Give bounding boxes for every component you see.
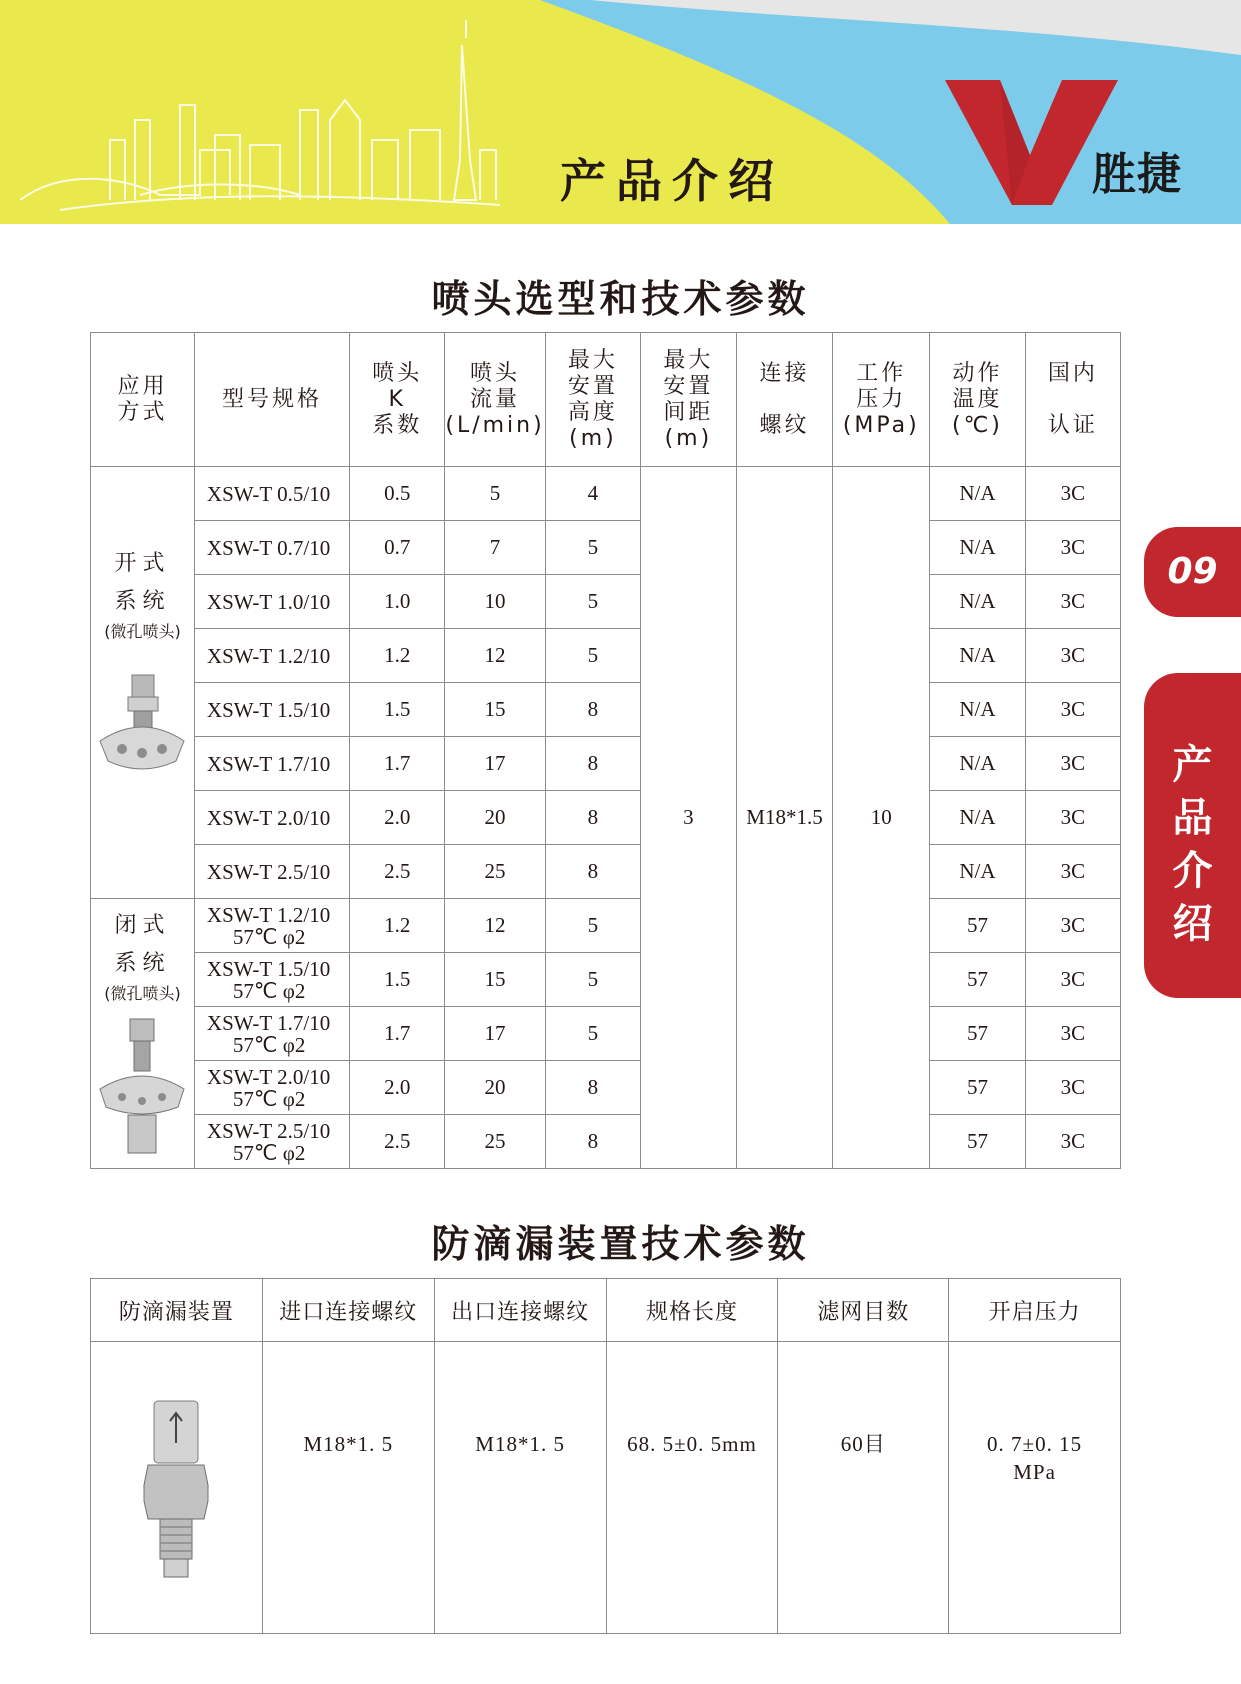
closed-nozzle-image (94, 1011, 190, 1161)
flow-cell: 25 (445, 845, 545, 899)
header-banner (0, 0, 1241, 224)
height-cell: 8 (545, 737, 640, 791)
model-cell: XSW-T 0.7/10 (194, 521, 349, 575)
table-row (91, 953, 1121, 1007)
k-cell: 1.0 (350, 575, 445, 629)
page-title: 产品介绍 (560, 154, 784, 208)
inlet-thread-cell: M18*1. 5 (262, 1342, 434, 1634)
k-cell: 2.5 (350, 1115, 445, 1169)
model-cell: XSW-T 1.5/10 (194, 683, 349, 737)
height-cell: 5 (545, 629, 640, 683)
temp-cell: N/A (930, 791, 1026, 845)
height-cell: 5 (545, 953, 640, 1007)
model-cell: XSW-T 1.2/10 (194, 629, 349, 683)
k-cell: 1.5 (350, 683, 445, 737)
header-device: 防滴漏装置 (91, 1279, 263, 1342)
k-cell: 1.7 (350, 1007, 445, 1061)
height-cell: 8 (545, 1061, 640, 1115)
table-row (91, 899, 1121, 953)
flow-cell: 17 (445, 737, 545, 791)
opening-pressure-cell: 0. 7±0. 15 MPa (949, 1342, 1121, 1634)
table-row (91, 1342, 1121, 1634)
height-cell: 5 (545, 899, 640, 953)
header-model: 型号规格 (194, 333, 349, 467)
temp-cell: 57 (930, 1115, 1026, 1169)
height-cell: 5 (545, 575, 640, 629)
flow-cell: 10 (445, 575, 545, 629)
temp-cell: N/A (930, 845, 1026, 899)
cert-cell: 3C (1025, 845, 1120, 899)
outlet-thread-cell: M18*1. 5 (434, 1342, 606, 1634)
table-row (91, 1061, 1121, 1115)
height-cell: 8 (545, 845, 640, 899)
mesh-cell: 60目 (778, 1342, 949, 1634)
height-cell: 8 (545, 791, 640, 845)
header-mesh: 滤网目数 (778, 1279, 949, 1342)
header-k-factor: 喷头 K 系数 (350, 333, 445, 467)
temp-cell: N/A (930, 521, 1026, 575)
thread-cell: M18*1.5 (736, 467, 833, 1169)
header-max-height: 最大 安置 高度 (m) (545, 333, 640, 467)
table-row (91, 1007, 1121, 1061)
model-cell: XSW-T 2.0/10 57℃ φ2 (194, 1061, 349, 1115)
flow-cell: 12 (445, 899, 545, 953)
model-cell: XSW-T 1.2/10 57℃ φ2 (194, 899, 349, 953)
cert-cell: 3C (1025, 953, 1120, 1007)
model-cell: XSW-T 1.7/10 (194, 737, 349, 791)
k-cell: 1.5 (350, 953, 445, 1007)
cert-cell: 3C (1025, 467, 1120, 521)
k-cell: 2.5 (350, 845, 445, 899)
header-max-spacing: 最大 安置 间距 (m) (641, 333, 736, 467)
k-cell: 1.7 (350, 737, 445, 791)
height-cell: 8 (545, 1115, 640, 1169)
table-row (91, 737, 1121, 791)
flow-cell: 25 (445, 1115, 545, 1169)
header-flow: 喷头 流量 (L/min) (445, 333, 545, 467)
cert-cell: 3C (1025, 521, 1120, 575)
pressure-cell: 10 (833, 467, 930, 1169)
temp-cell: 57 (930, 899, 1026, 953)
cert-cell: 3C (1025, 629, 1120, 683)
k-cell: 2.0 (350, 1061, 445, 1115)
flow-cell: 5 (445, 467, 545, 521)
k-cell: 2.0 (350, 791, 445, 845)
cert-cell: 3C (1025, 1061, 1120, 1115)
brand-name: 胜捷 (1092, 149, 1182, 200)
page-number-tab: 09 (1144, 527, 1241, 617)
spacing-cell: 3 (641, 467, 736, 1169)
table-row (91, 521, 1121, 575)
cert-cell: 3C (1025, 791, 1120, 845)
table-row (91, 575, 1121, 629)
open-system-cell: 开式 系统 (微孔喷头) (91, 467, 195, 899)
cert-cell: 3C (1025, 1007, 1120, 1061)
k-cell: 1.2 (350, 629, 445, 683)
temp-cell: 57 (930, 953, 1026, 1007)
header-length: 规格长度 (606, 1279, 778, 1342)
model-cell: XSW-T 0.5/10 (194, 467, 349, 521)
cert-cell: 3C (1025, 1115, 1120, 1169)
temp-cell: N/A (930, 467, 1026, 521)
table-row (91, 467, 1121, 521)
header-pressure: 工作 压力 (MPa) (833, 333, 930, 467)
table-row (91, 629, 1121, 683)
header-thread: 连接 螺纹 (736, 333, 833, 467)
height-cell: 5 (545, 1007, 640, 1061)
nozzle-section-title: 喷头选型和技术参数 (431, 277, 810, 321)
flow-cell: 7 (445, 521, 545, 575)
table-row (91, 1115, 1121, 1169)
flow-cell: 12 (445, 629, 545, 683)
model-cell: XSW-T 1.7/10 57℃ φ2 (194, 1007, 349, 1061)
cert-cell: 3C (1025, 683, 1120, 737)
section-label-tab: 产 品 介 绍 (1144, 673, 1241, 998)
header-outlet-thread: 出口连接螺纹 (434, 1279, 606, 1342)
temp-cell: 57 (930, 1007, 1026, 1061)
temp-cell: N/A (930, 683, 1026, 737)
closed-system-cell: 闭式 系统 (微孔喷头) (91, 899, 195, 1169)
cert-cell: 3C (1025, 899, 1120, 953)
header-temperature: 动作 温度 (℃) (930, 333, 1026, 467)
k-cell: 1.2 (350, 899, 445, 953)
header-inlet-thread: 进口连接螺纹 (262, 1279, 434, 1342)
flow-cell: 17 (445, 1007, 545, 1061)
model-cell: XSW-T 2.5/10 (194, 845, 349, 899)
height-cell: 4 (545, 467, 640, 521)
table-header-row (91, 1279, 1121, 1342)
flow-cell: 20 (445, 1061, 545, 1115)
model-cell: XSW-T 1.0/10 (194, 575, 349, 629)
temp-cell: N/A (930, 737, 1026, 791)
open-nozzle-image (94, 653, 190, 803)
k-cell: 0.7 (350, 521, 445, 575)
table-row (91, 683, 1121, 737)
flow-cell: 15 (445, 953, 545, 1007)
flow-cell: 20 (445, 791, 545, 845)
nozzle-spec-table (90, 332, 1121, 1169)
cert-cell: 3C (1025, 575, 1120, 629)
device-image-cell (91, 1342, 263, 1634)
temp-cell: N/A (930, 575, 1026, 629)
anti-drip-device-image (136, 1393, 216, 1583)
cert-cell: 3C (1025, 737, 1120, 791)
table-row (91, 845, 1121, 899)
device-spec-table (90, 1278, 1121, 1634)
header-certification: 国内 认证 (1025, 333, 1120, 467)
height-cell: 5 (545, 521, 640, 575)
table-row (91, 791, 1121, 845)
model-cell: XSW-T 2.0/10 (194, 791, 349, 845)
temp-cell: 57 (930, 1061, 1026, 1115)
header-application: 应用 方式 (91, 333, 195, 467)
flow-cell: 15 (445, 683, 545, 737)
length-cell: 68. 5±0. 5mm (606, 1342, 778, 1634)
model-cell: XSW-T 2.5/10 57℃ φ2 (194, 1115, 349, 1169)
device-section-title: 防滴漏装置技术参数 (431, 1222, 810, 1266)
temp-cell: N/A (930, 629, 1026, 683)
table-header-row (91, 333, 1121, 467)
height-cell: 8 (545, 683, 640, 737)
header-opening-pressure: 开启压力 (949, 1279, 1121, 1342)
k-cell: 0.5 (350, 467, 445, 521)
model-cell: XSW-T 1.5/10 57℃ φ2 (194, 953, 349, 1007)
